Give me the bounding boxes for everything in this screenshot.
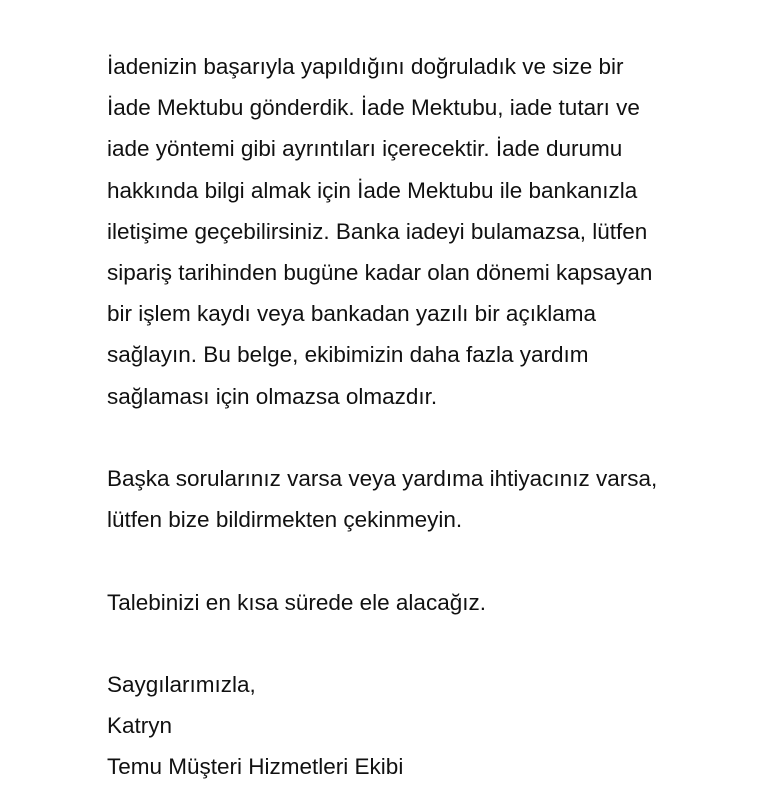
text-line: İadenizin başarıyla yapıldığını doğruladık ve size bir xyxy=(107,54,624,79)
paragraph-spacer xyxy=(107,417,747,458)
text-line: sağlaması için olmazsa olmazdır. xyxy=(107,383,438,409)
text-line: sağlayın. Bu belge, ekibimizin daha fazla yardım xyxy=(107,342,589,368)
text-line: Talebinizi en kısa sürede ele alacağız. xyxy=(107,589,486,615)
text-line: Başka sorularınız varsa veya yardıma ihtiyacınız varsa, xyxy=(107,466,658,492)
signature-name: Katryn xyxy=(107,713,173,739)
signature-team: Temu Müşteri Hizmetleri Ekibi xyxy=(107,754,404,780)
paragraph-spacer xyxy=(107,540,747,581)
text-line: lütfen bize bildirmekten çekinmeyin. xyxy=(107,507,463,533)
paragraph-refund-confirmation xyxy=(107,46,747,417)
text-line: İade Mektubu gönderdik. İade Mektubu, iade tutarı ve xyxy=(107,95,640,121)
signature-closing: Saygılarımızla, xyxy=(107,672,256,697)
paragraph-further-questions xyxy=(107,458,747,540)
text-line: hakkında bilgi almak için İade Mektubu ile bankanızla xyxy=(107,177,638,203)
paragraph-spacer xyxy=(107,623,747,664)
paragraph-handling-request xyxy=(107,582,747,623)
text-line: iade yöntemi gibi ayrıntıları içerecektir. İade durumu xyxy=(107,136,623,162)
text-line: iletişime geçebilirsiniz. Banka iadeyi bulamazsa, lütfen xyxy=(107,218,648,244)
signature-block xyxy=(107,664,747,788)
message-body xyxy=(107,46,747,788)
text-line: bir işlem kaydı veya bankadan yazılı bir açıklama xyxy=(107,301,596,327)
text-line: sipariş tarihinden bugüne kadar olan dönemi kapsayan xyxy=(107,260,653,286)
